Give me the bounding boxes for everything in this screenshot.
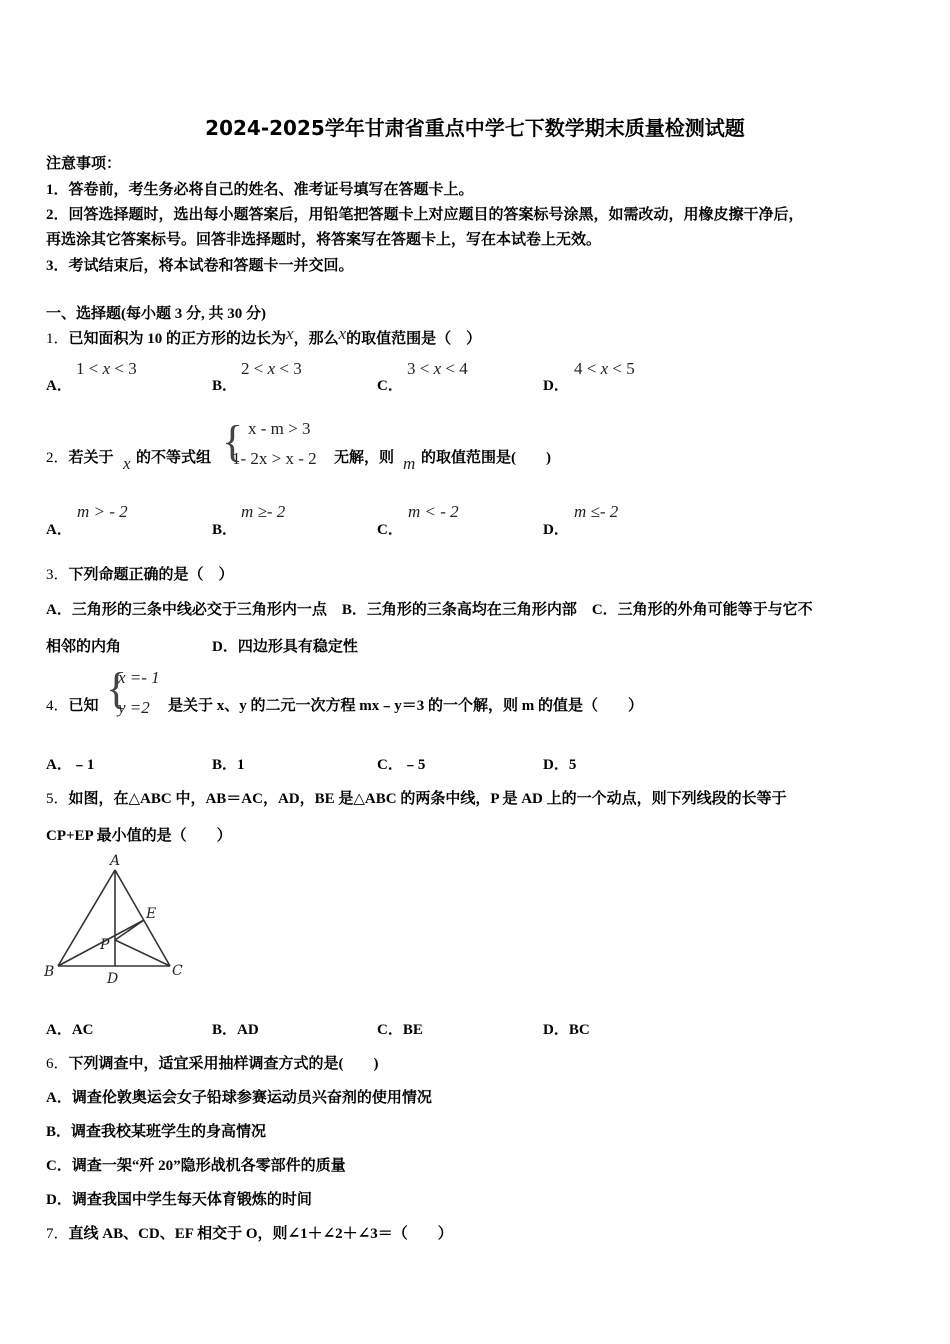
variable-x: x	[123, 454, 131, 473]
question-text: 的取值范围是( )	[421, 450, 551, 466]
question-4-prefix	[46, 694, 99, 715]
question-number: 7．	[46, 1226, 69, 1242]
option-d-label: D．	[543, 378, 569, 394]
option-a-expr: 1 < x < 3	[76, 359, 137, 378]
question-5-line-1	[46, 787, 787, 808]
label-c: C	[172, 963, 183, 979]
section-heading: 一、选择题(每小题 3 分, 共 30 分)	[46, 306, 266, 322]
question-text: 的不等式组	[136, 450, 212, 466]
question-text: 下列调查中，适宜采用抽样调查方式的是( )	[68, 1056, 379, 1072]
question-text: ，那么	[293, 331, 339, 347]
page-title: 2024-2025学年甘肃省重点中学七下数学期末质量检测试题	[205, 116, 745, 140]
variable-x: x	[286, 324, 294, 343]
question-number: 4．	[46, 698, 69, 714]
question-text: 下列命题正确的是（ ）	[68, 567, 234, 583]
system-line-1: x - m > 3	[248, 419, 311, 438]
option-d: D．5	[543, 757, 577, 773]
notice-item-1: 1．答卷前，考生务必将自己的姓名、准考证号填写在答题卡上。	[46, 182, 474, 198]
question-number: 1．	[46, 331, 69, 347]
segment-pe	[115, 920, 144, 940]
option-d-label: D．	[543, 522, 569, 538]
question-3-options-line-1: A．三角形的三条中线必交于三角形内一点 B．三角形的三条高均在三角形内部 C．三角形的外角可能等于与它不	[46, 602, 813, 618]
label-a: A	[110, 853, 121, 869]
question-3-options-line-2a: 相邻的内角	[46, 639, 122, 655]
option-d-expr: m ≤- 2	[574, 502, 619, 521]
label-b: B	[44, 964, 55, 980]
question-5-line-2: CP+EP 最小值的是（ ）	[46, 828, 232, 844]
option-b: B．AD	[212, 1022, 259, 1038]
notice-item-2-cont: 再选涂其它答案标号。回答非选择题时，将答案写在答题卡上，写在本试卷上无效。	[46, 232, 602, 248]
system-brace: {	[222, 417, 244, 466]
question-text: 的取值范围是（ ）	[346, 331, 482, 347]
question-text: 若关于	[68, 450, 114, 466]
system-brace: {	[106, 664, 128, 713]
question-7	[46, 1222, 453, 1243]
notice-item-3: 3．考试结束后，将本试卷和答题卡一并交回。	[46, 258, 354, 274]
question-number: 2．	[46, 450, 69, 466]
question-text: 无解，则	[334, 450, 395, 466]
system-line-2: 1- 2x > x - 2	[232, 449, 317, 468]
option-b-label: B．	[212, 522, 238, 538]
option-c-label: C．	[377, 522, 403, 538]
option-b: B．1	[212, 757, 245, 773]
question-1	[46, 324, 482, 348]
system-line-1: x =- 1	[118, 668, 160, 687]
system-line-2: y =2	[118, 698, 150, 717]
question-text: 直线 AB、CD、EF 相交于 O，则∠1＋∠2＋∠3＝（ ）	[68, 1226, 453, 1242]
option-b: B．调查我校某班学生的身高情况	[46, 1124, 267, 1140]
option-c: C．调查一架“歼 20”隐形战机各零部件的质量	[46, 1158, 346, 1174]
variable-x: x	[338, 324, 347, 343]
option-a: A．调查伦敦奥运会女子铅球参赛运动员兴奋剂的使用情况	[46, 1090, 432, 1106]
option-a-expr: m > - 2	[77, 502, 128, 521]
question-text: 已知面积为 10 的正方形的边长为	[68, 331, 287, 347]
question-text: 是关于 x、y 的二元一次方程 mx﹣y＝3 的一个解，则 m 的值是（ ）	[168, 698, 643, 714]
question-text: 已知	[68, 698, 99, 714]
question-2-prefix	[46, 446, 114, 467]
option-a: A．AC	[46, 1022, 94, 1038]
label-d: D	[107, 971, 119, 987]
option-d: D．调查我国中学生每天体育锻炼的时间	[46, 1192, 312, 1208]
notice-heading: 注意事项：	[46, 156, 122, 172]
label-p: P	[100, 937, 110, 953]
option-c: C．﹣5	[377, 757, 426, 773]
question-3	[46, 563, 234, 584]
option-d: D．BC	[543, 1022, 590, 1038]
option-b-expr: 2 < x < 3	[241, 359, 302, 378]
option-c-expr: m < - 2	[408, 502, 459, 521]
notice-item-2: 2．回答选择题时，选出每小题答案后，用铅笔把答题卡上对应题目的答案标号涂黑，如需改动，用橡皮擦干净后，	[46, 207, 804, 223]
option-c: C．BE	[377, 1022, 423, 1038]
question-number: 3．	[46, 567, 69, 583]
question-number: 5．	[46, 791, 69, 807]
question-number: 6．	[46, 1056, 69, 1072]
option-c-label: C．	[377, 378, 403, 394]
question-text: 如图，在△ABC 中，AB＝AC，AD，BE 是△ABC 的两条中线，P 是 AD 上的一个动点，则下列线段的长等于	[68, 791, 787, 807]
triangle-figure	[40, 848, 200, 988]
option-b-expr: m ≥- 2	[241, 502, 286, 521]
question-3-option-d: D．四边形具有稳定性	[212, 639, 358, 655]
option-a: A．﹣1	[46, 757, 95, 773]
question-6	[46, 1052, 379, 1073]
option-a-label: A．	[46, 378, 72, 394]
option-b-label: B．	[212, 378, 238, 394]
option-a-label: A．	[46, 522, 72, 538]
variable-m: m	[403, 454, 416, 473]
option-d-expr: 4 < x < 5	[574, 359, 635, 378]
label-e: E	[146, 906, 157, 922]
segment-ac	[115, 870, 170, 966]
option-c-expr: 3 < x < 4	[407, 359, 468, 378]
